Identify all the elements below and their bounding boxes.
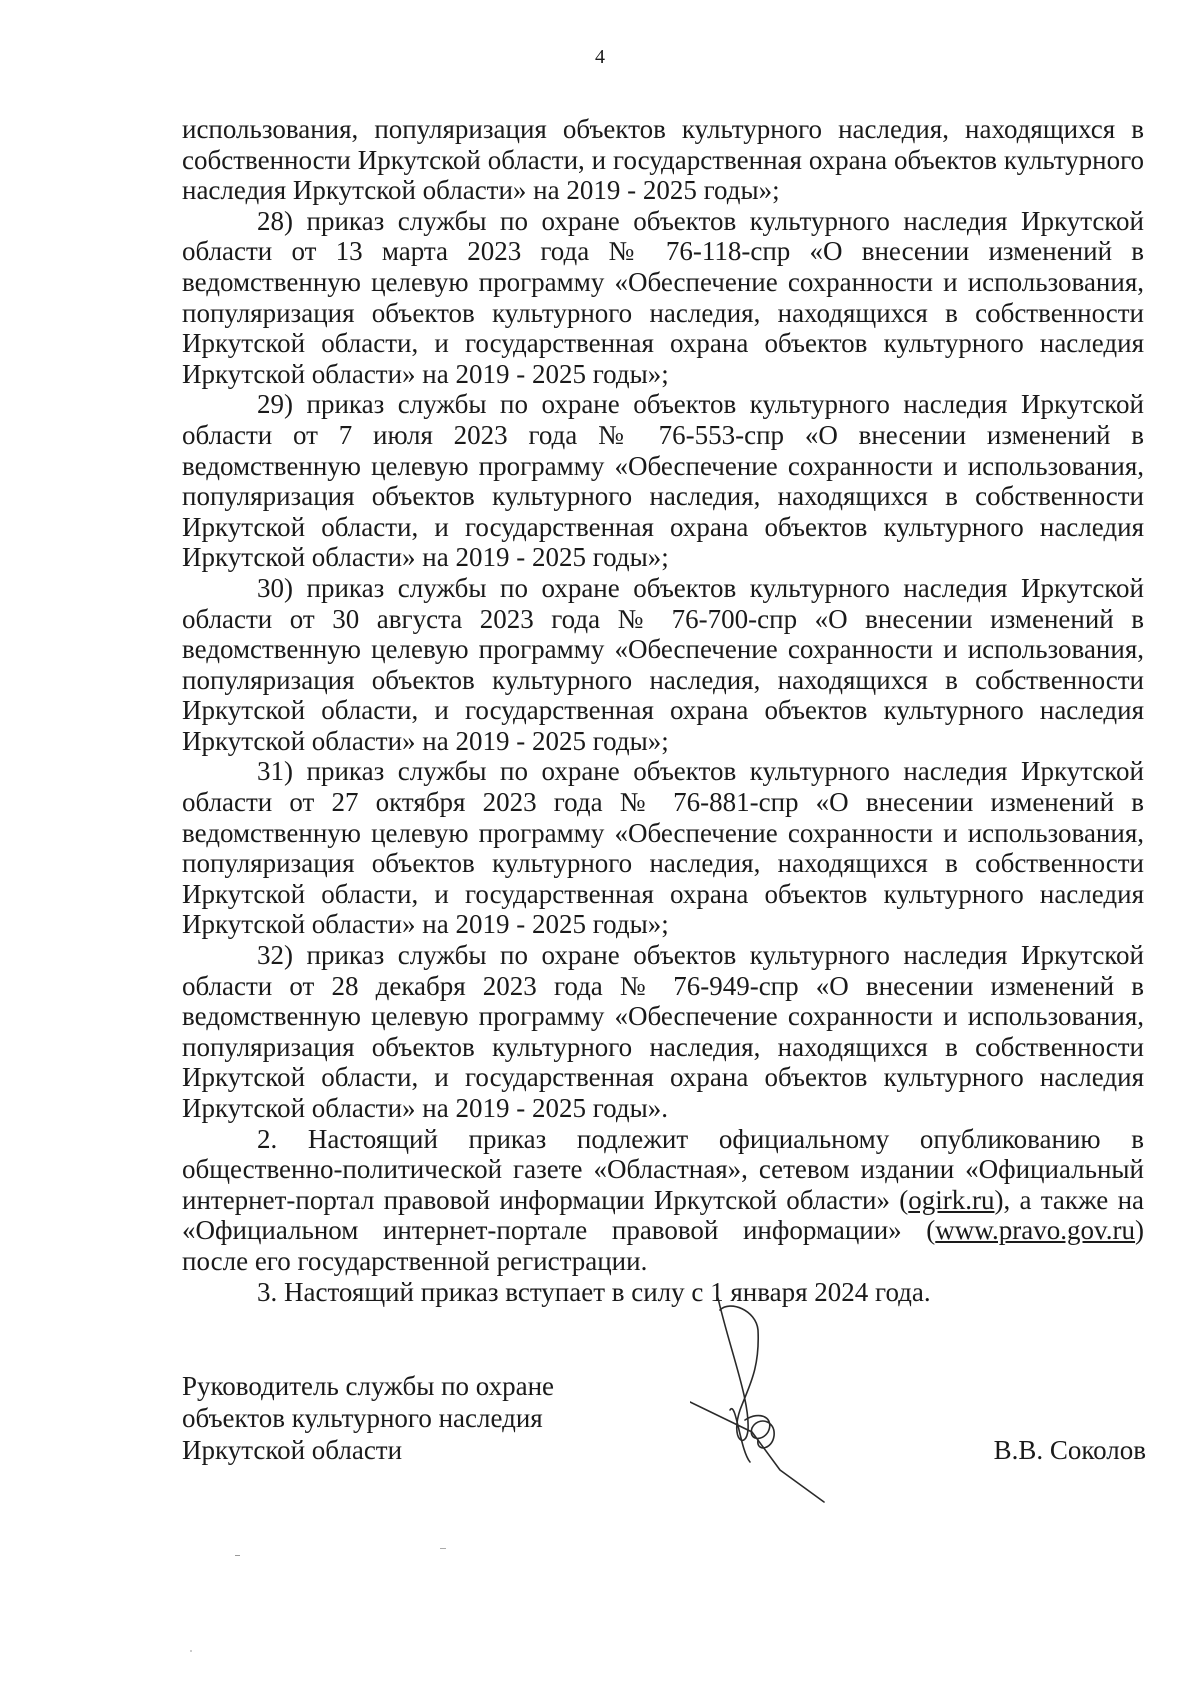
signatory-title-line: Иркутской области xyxy=(182,1435,403,1465)
scan-speck xyxy=(190,1650,192,1652)
ogirk-link[interactable]: ogirk.ru xyxy=(908,1184,995,1215)
page-number: 4 xyxy=(595,46,605,68)
signatory-title xyxy=(182,1370,554,1466)
handwritten-signature xyxy=(690,1290,830,1510)
signatory-title-line: объектов культурного наследия xyxy=(182,1403,543,1433)
publication-text-1: 2. Настоящий приказ подлежит официальному опубликованию в общественно-политической газете «Областная», сетевом издании «Официальный интернет-портал правовой информации Иркутской области» ( xyxy=(182,1123,1144,1215)
list-item-30: 30) приказ службы по охране объектов культурного наследия Иркутской области от 30 августа 2023 года № 76-700-спр «О внесении изменений в ведомственную целевую программу «Обеспечение сохранности и использования, популяризация объектов культурного наследия, находящихся в собственности Иркутской области, и государственная охрана объектов культурного наследия Иркутской области» на 2019 - 2025 годы»; xyxy=(182,572,1144,756)
list-item-28: 28) приказ службы по охране объектов культурного наследия Иркутской области от 13 марта 2023 года № 76-118-спр «О внесении изменений в ведомственную целевую программу «Обеспечение сохранности и использования, популяризация объектов культурного наследия, находящихся в собственности Иркутской области, и государственная охрана объектов культурного наследия Иркутской области» на 2019 - 2025 годы»; xyxy=(182,205,1144,389)
document-body xyxy=(182,114,1144,1307)
scan-speck xyxy=(440,1548,446,1549)
list-item-31: 31) приказ службы по охране объектов культурного наследия Иркутской области от 27 октября 2023 года № 76-881-спр «О внесении изменений в ведомственную целевую программу «Обеспечение сохранности и использования, популяризация объектов культурного наследия, находящихся в собственности Иркутской области, и государственная охрана объектов культурного наследия Иркутской области» на 2019 - 2025 годы»; xyxy=(182,756,1144,940)
list-item-29: 29) приказ службы по охране объектов культурного наследия Иркутской области от 7 июля 2023 года № 76-553-спр «О внесении изменений в ведомственную целевую программу «Обеспечение сохранности и использования, популяризация объектов культурного наследия, находящихся в собственности Иркутской области, и государственная охрана объектов культурного наследия Иркутской области» на 2019 - 2025 годы»; xyxy=(182,389,1144,573)
publication-clause xyxy=(182,1124,1144,1277)
publication-text-2: ), а также на «Официальном интернет-портале правовой информации» ( xyxy=(182,1184,1144,1246)
paragraph-continuation: использования, популяризация объектов культурного наследия, находящихся в собственности Иркутской области, и государственная охрана объектов культурного наследия Иркутской области» на 2019 - 2025 годы»; xyxy=(182,114,1144,206)
publication-text-3: ) после его государственной регистрации. xyxy=(182,1215,1144,1276)
effective-date-clause: 3. Настоящий приказ вступает в силу с 1 января 2024 года. xyxy=(257,1276,931,1307)
pravo-link[interactable]: www.pravo.gov.ru xyxy=(935,1215,1135,1246)
list-item-32: 32) приказ службы по охране объектов культурного наследия Иркутской области от 28 декабря 2023 года № 76-949-спр «О внесении изменений в ведомственную целевую программу «Обеспечение сохранности и использования, популяризация объектов культурного наследия, находящихся в собственности Иркутской области, и государственная охрана объектов культурного наследия Иркутской области» на 2019 - 2025 годы». xyxy=(182,940,1144,1123)
scan-speck xyxy=(235,1555,240,1556)
signer-name: В.В. Соколов xyxy=(993,1435,1146,1465)
signatory-title-line: Руководитель службы по охране xyxy=(182,1371,555,1401)
